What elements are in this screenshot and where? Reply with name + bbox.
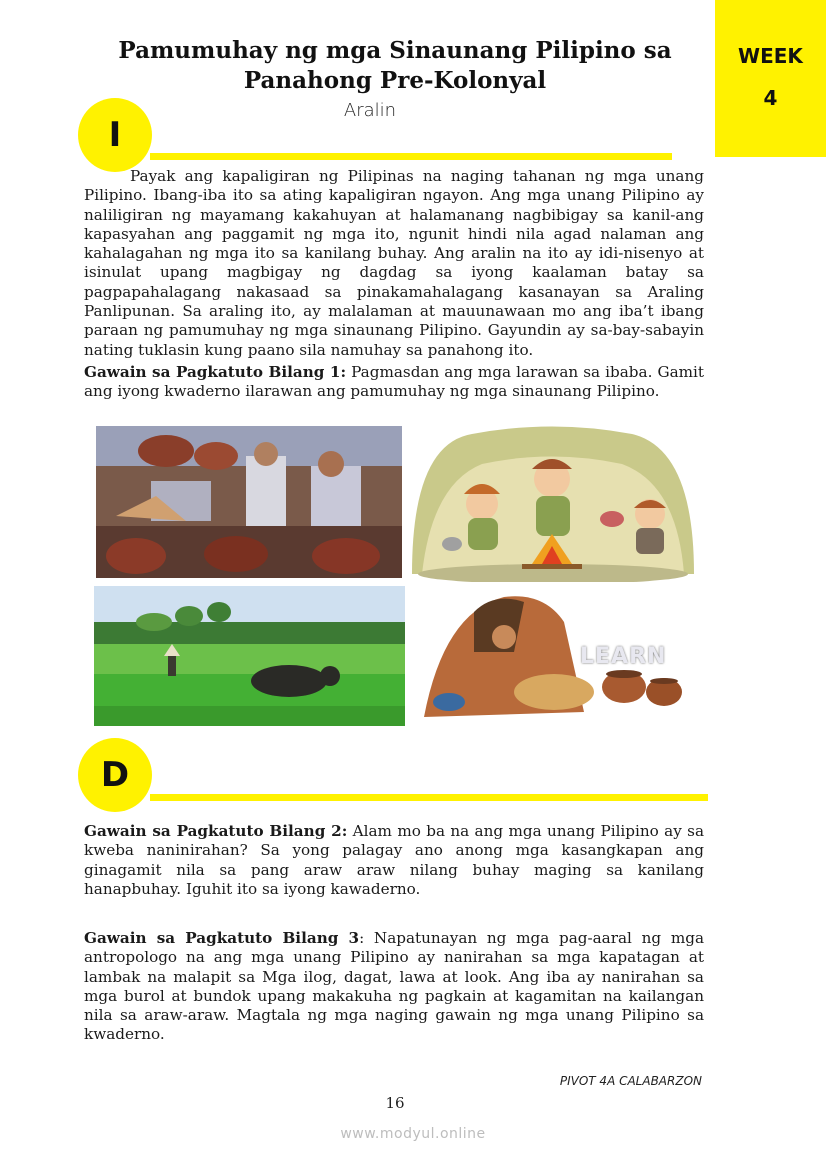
section-d-marker <box>78 738 152 812</box>
week-badge <box>715 0 826 157</box>
market-trade-image <box>96 426 402 578</box>
section-i-letter: I <box>108 115 122 155</box>
activity-1-label: Gawain sa Pagkatuto Bilang 1: <box>84 363 347 381</box>
market-trade-illustration <box>96 426 402 578</box>
title-line-1: Pamumuhay ng mga Sinaunang Pilipino sa <box>118 37 672 64</box>
activity-3-label: Gawain sa Pagkatuto Bilang 3 <box>84 929 360 947</box>
activity-2-label: Gawain sa Pagkatuto Bilang 2: <box>84 822 348 840</box>
rice-field-image <box>94 586 405 726</box>
page-number: 16 <box>385 1094 405 1112</box>
page-title <box>100 36 690 96</box>
activity-1-paragraph <box>84 363 704 402</box>
image-watermark: LEARN <box>580 644 667 669</box>
activity-3-text: : Napatunayan ng mga pag-aaral ng mga antropologo na ang mga unang Pilipino ay nanirahan sa mga kapatagan at lambak na malapit sa Mga ilog, dagat, lawa at look. Ang iba ay nanirahan sa mga burol at bundok upang makakuha ng pagkain at kagamitan na kailangan nila sa araw-araw. Magtala ng mga naging gawain ng mga unang Pilipino sa kwaderno. <box>84 929 704 1044</box>
week-number: 4 <box>763 86 778 110</box>
footer-source: PIVOT 4A CALABARZON <box>559 1074 702 1088</box>
activity-3-paragraph <box>84 929 704 1045</box>
intro-paragraph: Payak ang kapaligiran ng Pilipinas na naging tahanan ng mga unang Pilipino. Ibang-iba ito sa ating kapaligiran ngayon. Ang mga unang Pilipino ay naliligiran ng mayamang kakahuyan at halamanang nagbibigay sa kanil-ang kapasyahan ang paggamit ng mga ito, ngunit hindi nila agad nalaman ang kahalagahan ng mga ito sa kanilang buhay. Ang aralin na ito ay idi-nisenyo at isinulat upang magbigay ng dagdag sa iyong kaalaman batay sa pagpapahalagang nakasaad sa pinakamahalagang kasanayan sa Araling Panlipunan. Sa araling ito, ay malalaman at mauunawaan mo ang iba’t ibang paraan ng pamumuhay ng mga sinaunang Pilipino. Gayundin ay sa-bay-sabayin nating tuklasin kung paano sila namuhay sa panahong ito. <box>84 167 704 359</box>
section-d-divider <box>150 794 708 801</box>
cave-family-illustration <box>412 424 694 582</box>
activity-2-paragraph <box>84 822 704 899</box>
lesson-subtitle: Aralin <box>343 100 397 121</box>
activity-1-text: Pagmasdan ang mga larawan sa ibaba. Gamit ang iyong kwaderno ilarawan ang pamumuhay ng mga sinaunang Pilipino. <box>84 363 704 401</box>
section-d-letter: D <box>100 755 130 795</box>
site-watermark: www.modyul.online <box>340 1126 486 1142</box>
title-line-2: Panahong Pre-Kolonyal <box>243 67 547 94</box>
rice-field-illustration <box>94 586 405 726</box>
week-label: WEEK <box>738 44 803 68</box>
activity-2-text: Alam mo ba na ang mga unang Pilipino ay sa kweba naninirahan? Sa yong palagay ano anong mga kasangkapan ang ginagamit nila sa pang araw araw nilang buhay maging sa kanilang hanapbuhay. Iguhit ito sa iyong kawaderno. <box>84 822 704 898</box>
cave-family-image <box>412 424 694 582</box>
section-i-marker <box>78 98 152 172</box>
section-i-divider <box>150 153 672 160</box>
pottery-making-image <box>414 592 692 722</box>
